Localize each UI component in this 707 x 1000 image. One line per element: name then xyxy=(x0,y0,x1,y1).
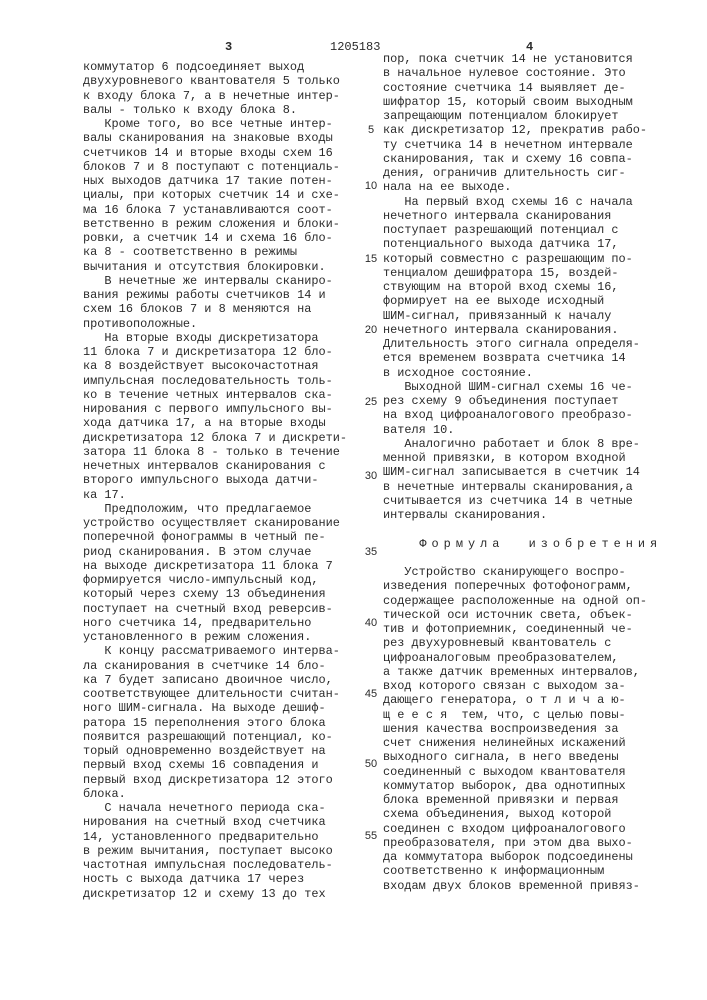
line-number: 45 xyxy=(364,688,378,700)
text-line: нечетных интервалов сканирования с xyxy=(83,459,347,473)
text-line: двухуровневого квантователя 5 только xyxy=(83,74,347,88)
text-line: формируется число-импульсный код, xyxy=(83,573,347,587)
text-line: хода датчика 17, а на вторые входы xyxy=(83,416,347,430)
text-line: ка 17. xyxy=(83,488,347,502)
text-line: схема объединения, выход которой xyxy=(383,807,662,821)
text-line: считывается из счетчика 14 в четные xyxy=(383,494,662,508)
text-line: импульсная последовательность толь- xyxy=(83,374,347,388)
text-line: щ е е с я тем, что, с целью повы- xyxy=(383,708,662,722)
text-line: С начала нечетного периода ска- xyxy=(83,801,347,815)
text-line: на вход цифроаналогового преобразо- xyxy=(383,408,662,422)
text-line: ма 16 блока 7 устанавливаются соот- xyxy=(83,203,347,217)
text-line: устройство осуществляет сканирование xyxy=(83,516,347,530)
text-line: содержащее расположенные на одной оп- xyxy=(383,594,662,608)
text-line: дающего генератора, о т л и ч а ю- xyxy=(383,693,662,707)
text-line: блоков 7 и 8 поступают с потенциаль- xyxy=(83,160,347,174)
text-line: вход которого связан с выходом за- xyxy=(383,679,662,693)
text-line: коммутатор 6 подсоединяет выход xyxy=(83,60,347,74)
text-line: шифратор 15, который своим выходным xyxy=(383,95,662,109)
text-line: пор, пока счетчик 14 не установится xyxy=(383,52,662,66)
text-line: Предположим, что предлагаемое xyxy=(83,502,347,516)
text-line: соединен с входом цифроаналогового xyxy=(383,822,662,836)
text-line: как дискретизатор 12, прекратив рабо- xyxy=(383,123,662,137)
line-number: 15 xyxy=(364,253,378,265)
text-line: в начальное нулевое состояние. Это xyxy=(383,66,662,80)
text-line: нечетного интервала сканирования xyxy=(383,209,662,223)
text-line: интервалы сканирования. xyxy=(383,508,662,522)
line-number: 55 xyxy=(364,830,378,842)
text-line: В нечетные же интервалы сканиро- xyxy=(83,274,347,288)
text-line: торый одновременно воздействует на xyxy=(83,744,347,758)
text-line: ного ШИМ-сигнала. На выходе дешиф- xyxy=(83,701,347,715)
text-line: выходного сигнала, в него введены xyxy=(383,750,662,764)
patent-number: 1205183 xyxy=(330,40,380,54)
line-number: 10 xyxy=(364,180,378,192)
text-line: который совместно с разрешающим по- xyxy=(383,252,662,266)
text-line: появится разрешающий потенциал, ко- xyxy=(83,730,347,744)
text-line: риод сканирования. В этом случае xyxy=(83,545,347,559)
text-line: в нечетные интервалы сканирования,а xyxy=(383,480,662,494)
text-line: соединенный с выходом квантователя xyxy=(383,765,662,779)
text-line: в режим вычитания, поступает высоко xyxy=(83,844,347,858)
text-line: На вторые входы дискретизатора xyxy=(83,331,347,345)
text-line: рез двухуровневый квантователь с xyxy=(383,636,662,650)
text-line: тической оси источник света, объек- xyxy=(383,608,662,622)
text-line: соответствующее длительности считан- xyxy=(83,687,347,701)
text-line: нирования на счетный вход счетчика xyxy=(83,815,347,829)
text-line xyxy=(383,551,662,565)
right-text-column xyxy=(383,52,662,893)
text-line: поступает на счетный вход реверсив- xyxy=(83,602,347,616)
text-line: установленного в режим сложения. xyxy=(83,630,347,644)
text-line: соответственно к информационным xyxy=(383,864,662,878)
text-line: входам двух блоков временной привяз- xyxy=(383,879,662,893)
text-line: менной привязки, в котором входной xyxy=(383,451,662,465)
text-line: вания режимы работы счетчиков 14 и xyxy=(83,288,347,302)
text-line: 11 блока 7 и дискретизатора 12 бло- xyxy=(83,345,347,359)
text-line: Аналогично работает и блок 8 вре- xyxy=(383,437,662,451)
left-text-column xyxy=(83,60,347,901)
text-line: который через схему 13 объединения xyxy=(83,587,347,601)
text-line: ствующим на второй вход схемы 16, xyxy=(383,280,662,294)
text-line: ется временем возврата счетчика 14 xyxy=(383,351,662,365)
text-line: первый вход дискретизатора 12 этого xyxy=(83,773,347,787)
text-line: к входу блока 7, а в нечетные интер- xyxy=(83,89,347,103)
text-line: формирует на ее выходе исходный xyxy=(383,294,662,308)
text-line: нала на ее выходе. xyxy=(383,180,662,194)
text-line: Выходной ШИМ-сигнал схемы 16 че- xyxy=(383,380,662,394)
text-line: Длительность этого сигнала определя- xyxy=(383,337,662,351)
text-line: а также датчик временных интервалов, xyxy=(383,665,662,679)
text-line: цифроаналоговым преобразователем, xyxy=(383,651,662,665)
text-line: ШИМ-сигнал записывается в счетчик 14 xyxy=(383,465,662,479)
text-line: ровки, а счетчик 14 и схема 16 бло- xyxy=(83,231,347,245)
text-line: ных выходов датчика 17 такие потен- xyxy=(83,174,347,188)
text-line: коммутатор выборок, два однотипных xyxy=(383,779,662,793)
text-line: изведения поперечных фотофонограмм, xyxy=(383,579,662,593)
text-line: дения, ограничив длительность сиг- xyxy=(383,166,662,180)
text-line: ШИМ-сигнал, привязанный к началу xyxy=(383,309,662,323)
text-line: поступает разрешающий потенциал с xyxy=(383,223,662,237)
text-line: ко в течение четных интервалов ска- xyxy=(83,388,347,402)
text-line: ла сканирования в счетчике 14 бло- xyxy=(83,659,347,673)
text-line: тенциалом дешифратора 15, воздей- xyxy=(383,266,662,280)
text-line: ка 7 будет записано двоичное число, xyxy=(83,673,347,687)
text-line: затора 11 блока 8 - только в течение xyxy=(83,445,347,459)
text-line: ка 8 - соответственно в режимы xyxy=(83,245,347,259)
text-line: ветственно в режим сложения и блоки- xyxy=(83,217,347,231)
text-line: блока. xyxy=(83,787,347,801)
text-line: состояние счетчика 14 выявляет де- xyxy=(383,81,662,95)
text-line: рез схему 9 объединения поступает xyxy=(383,394,662,408)
text-line: запрещающим потенциалом блокирует xyxy=(383,109,662,123)
text-line: ратора 15 переполнения этого блока xyxy=(83,716,347,730)
text-line: Кроме того, во все четные интер- xyxy=(83,117,347,131)
text-line: потенциального выхода датчика 17, xyxy=(383,237,662,251)
text-line: ту счетчика 14 в нечетном интервале xyxy=(383,138,662,152)
text-line: ка 8 воздействует высокочастотная xyxy=(83,359,347,373)
text-line: да коммутатора выборок подсоединены xyxy=(383,850,662,864)
text-line: дискретизатора 12 блока 7 и дискрети- xyxy=(83,431,347,445)
line-number: 50 xyxy=(364,758,378,770)
text-line: счет снижения нелинейных искажений xyxy=(383,736,662,750)
text-line: шения качества воспроизведения за xyxy=(383,722,662,736)
text-line: нечетного интервала сканирования. xyxy=(383,323,662,337)
line-number: 5 xyxy=(364,124,378,136)
text-line: 14, установленного предварительно xyxy=(83,830,347,844)
text-line: К концу рассматриваемого интерва- xyxy=(83,644,347,658)
line-number: 25 xyxy=(364,396,378,408)
line-number: 30 xyxy=(364,470,378,482)
line-number: 20 xyxy=(364,324,378,336)
text-line: противоположные. xyxy=(83,317,347,331)
text-line: частотная импульсная последователь- xyxy=(83,858,347,872)
text-line: ность с выхода датчика 17 через xyxy=(83,872,347,886)
text-line: тив и фотоприемник, соединенный че- xyxy=(383,622,662,636)
text-line: второго импульсного выхода датчи- xyxy=(83,473,347,487)
text-line: на выходе дискретизатора 11 блока 7 xyxy=(83,559,347,573)
text-line: счетчиков 14 и вторые входы схем 16 xyxy=(83,146,347,160)
text-line: дискретизатор 12 и схему 13 до тех xyxy=(83,887,347,901)
left-page-number: 3 xyxy=(225,40,232,54)
text-line xyxy=(383,522,662,536)
section-heading: Формула изобретения xyxy=(383,537,662,551)
right-page-number: 4 xyxy=(526,40,533,54)
text-line: схем 16 блоков 7 и 8 меняются на xyxy=(83,302,347,316)
text-line: сканирования, так и схему 16 совпа- xyxy=(383,152,662,166)
text-line: валы - только к входу блока 8. xyxy=(83,103,347,117)
text-line: ного счетчика 14, предварительно xyxy=(83,616,347,630)
text-line: На первый вход схемы 16 с начала xyxy=(383,195,662,209)
text-line: циалы, при которых счетчик 14 и схе- xyxy=(83,188,347,202)
text-line: поперечной фонограммы в четный пе- xyxy=(83,530,347,544)
text-line: преобразователя, при этом два выхо- xyxy=(383,836,662,850)
text-line: вычитания и отсутствия блокировки. xyxy=(83,260,347,274)
line-number: 40 xyxy=(364,617,378,629)
text-line: первый вход схемы 16 совпадения и xyxy=(83,758,347,772)
text-line: в исходное состояние. xyxy=(383,366,662,380)
text-line: нирования с первого импульсного вы- xyxy=(83,402,347,416)
text-line: Устройство сканирующего воспро- xyxy=(383,565,662,579)
text-line: вателя 10. xyxy=(383,423,662,437)
line-number: 35 xyxy=(364,546,378,558)
text-line: валы сканирования на знаковые входы xyxy=(83,131,347,145)
text-line: блока временной привязки и первая xyxy=(383,793,662,807)
